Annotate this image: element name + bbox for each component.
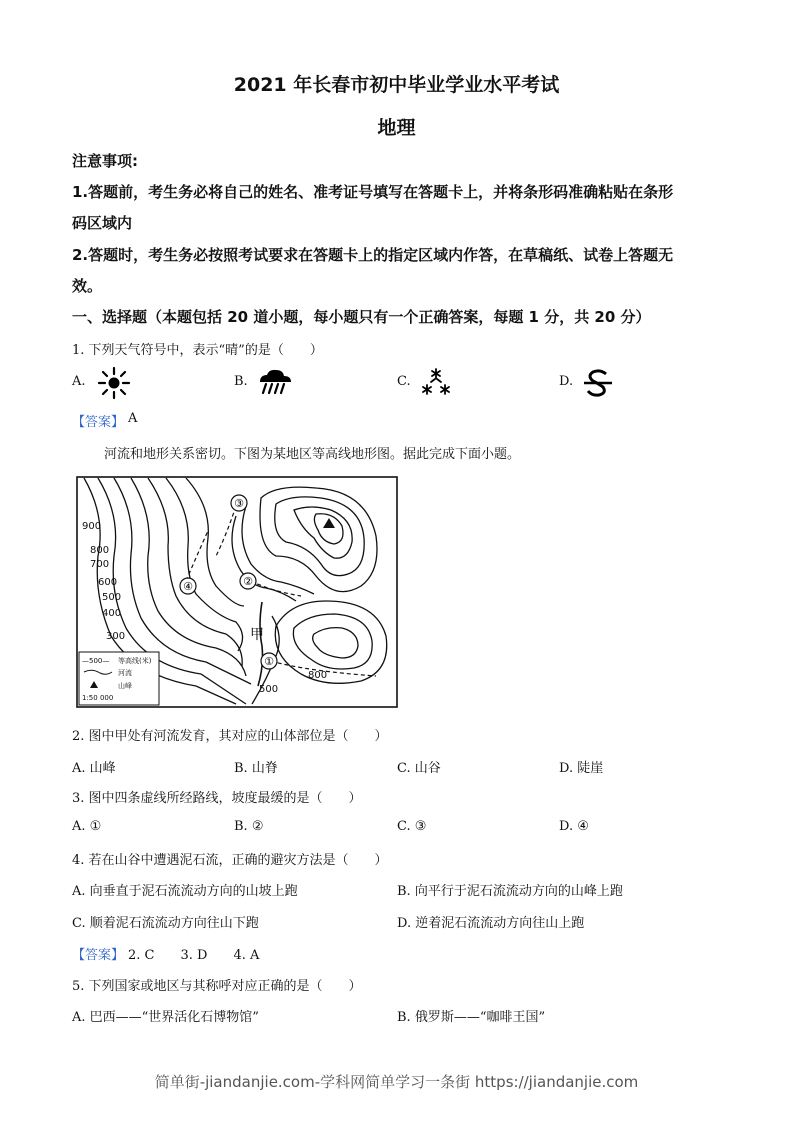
q3-option-d: D. ④ (559, 819, 589, 834)
q3-stem: 3. 图中四条虚线所经路线，坡度最缓的是（ ） (72, 791, 362, 806)
q4-option-b: B. 向平行于泥石流流动方向的山峰上跑 (397, 884, 623, 899)
q5-option-b: B. 俄罗斯——“咖啡王国” (397, 1010, 546, 1025)
contour-label: 500 (102, 592, 122, 603)
legend-contour-sample: —500— (82, 657, 110, 665)
legend-peak-label: 山峰 (118, 682, 132, 690)
contour-label: 700 (90, 559, 110, 570)
snow-symbol-icon (418, 366, 454, 400)
contour-label: 400 (102, 608, 122, 619)
answers-2-4-tag: 【答案】 (72, 948, 125, 963)
place-label-jia: 甲 (250, 627, 264, 643)
q1-option-a-letter: A. (72, 374, 86, 389)
notice-item1-line2: 码区域内 (72, 214, 133, 232)
q2-option-a: A. 山峰 (72, 761, 116, 776)
notice-heading: 注意事项: (72, 152, 138, 170)
sandstorm-symbol-icon (580, 367, 616, 399)
q1-answer-tag: 【答案】 (72, 415, 125, 430)
q2-stem: 2. 图中甲处有河流发育，其对应的山体部位是（ ） (72, 729, 388, 744)
notice-item1-line1: 1.答题前，考生务必将自己的姓名、准考证号填写在答题卡上，并将条形码准确粘贴在条形 (72, 183, 674, 201)
page-footer: 简单街-jiandanjie.com-学科网简单学习一条街 https://jiandanjie.com (154, 1073, 639, 1091)
subject-title: 地理 (377, 117, 416, 139)
legend-scale: 1:50 000 (82, 694, 114, 702)
legend-river-label: 河流 (118, 669, 132, 677)
sunny-symbol-icon (96, 366, 132, 400)
q4-option-c: C. 顺着泥石流流动方向往山下跑 (72, 916, 259, 931)
answers-2-4-text: 2. C 3. D 4. A (128, 948, 260, 963)
route-marker-1: ① (264, 655, 274, 668)
q2-option-b: B. 山脊 (234, 761, 278, 776)
contour-map (76, 476, 398, 708)
contour-label: 600 (98, 577, 118, 588)
q4-option-a: A. 向垂直于泥石流流动方向的山坡上跑 (72, 884, 298, 899)
q1-option-b-letter: B. (234, 374, 248, 389)
route-marker-3: ③ (234, 497, 244, 510)
q1-option-c-letter: C. (397, 374, 411, 389)
contour-label: 800 (308, 670, 328, 681)
q1-answer-value: A (128, 411, 138, 426)
contour-label: 500 (259, 684, 279, 695)
section1-heading: 一、选择题（本题包括 20 道小题，每小题只有一个正确答案，每题 1 分，共 20 分） (72, 308, 651, 326)
q2-option-c: C. 山谷 (397, 761, 441, 776)
q3-option-c: C. ③ (397, 819, 427, 834)
q4-stem: 4. 若在山谷中遭遇泥石流，正确的避灾方法是（ ） (72, 853, 388, 868)
q1-option-d-letter: D. (559, 374, 574, 389)
q2-option-d: D. 陡崖 (559, 761, 604, 776)
route-marker-4: ④ (183, 580, 193, 593)
q3-option-b: B. ② (234, 819, 264, 834)
notice-item2-line1: 2.答题时，考生务必按照考试要求在答题卡上的指定区域内作答，在草稿纸、试卷上答题无 (72, 246, 674, 264)
contour-label: 800 (90, 545, 110, 556)
q5-stem: 5. 下列国家或地区与其称呼对应正确的是（ ） (72, 979, 362, 994)
contour-label: 900 (82, 521, 102, 532)
map-intro: 河流和地形关系密切。下图为某地区等高线地形图。据此完成下面小题。 (104, 447, 521, 462)
rain-cloud-symbol-icon (256, 367, 294, 397)
q1-stem: 1. 下列天气符号中，表示“晴”的是（ ） (72, 343, 323, 358)
exam-title: 2021 年长春市初中毕业学业水平考试 (233, 74, 560, 96)
q5-option-a: A. 巴西——“世界活化石博物馆” (72, 1010, 259, 1025)
contour-label: 300 (106, 631, 126, 642)
q4-option-d: D. 逆着泥石流流动方向往山上跑 (397, 916, 585, 931)
route-marker-2: ② (243, 575, 253, 588)
notice-item2-line2: 效。 (72, 277, 103, 295)
q3-option-a: A. ① (72, 819, 102, 834)
legend-contour-label: 等高线(米) (118, 657, 152, 665)
